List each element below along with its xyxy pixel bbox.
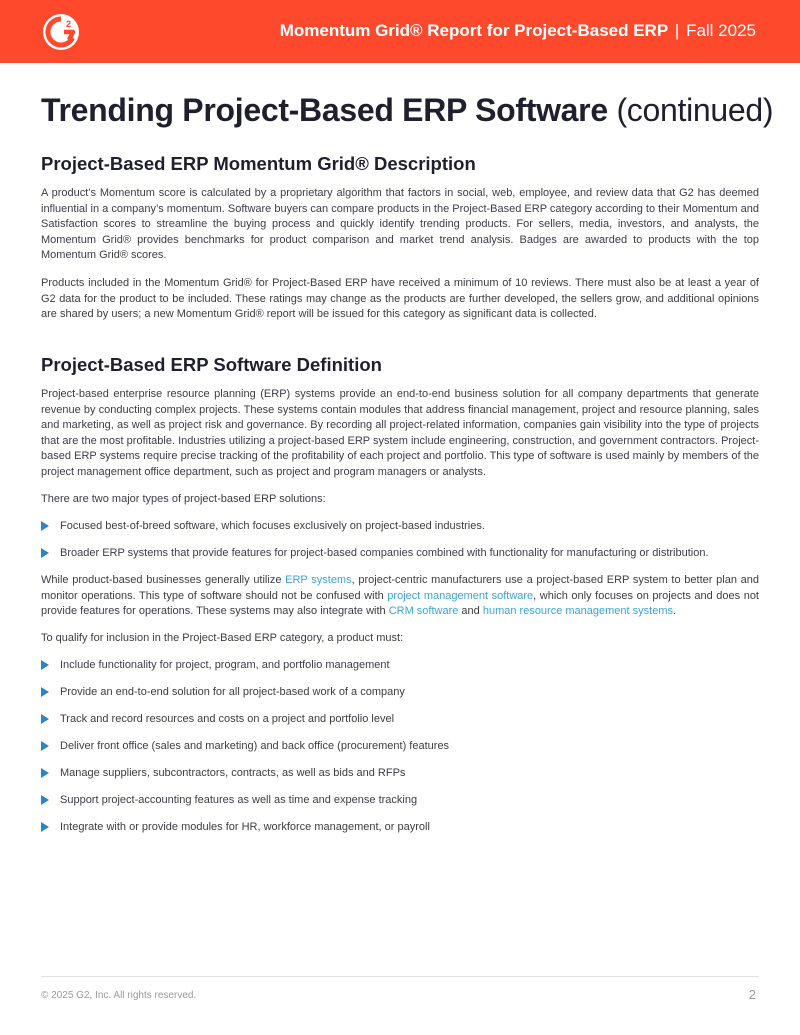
list-item-text: Broader ERP systems that provide features for project-based companies combined with functionality for manufacturing or distribution.	[60, 547, 709, 559]
list-item	[41, 546, 759, 573]
triangle-bullet-icon	[41, 660, 49, 670]
list-item	[41, 766, 759, 793]
triangle-bullet-icon	[41, 687, 49, 697]
list-item	[41, 793, 759, 820]
list-item	[41, 685, 759, 712]
list-item-text: Support project-accounting features as well as time and expense tracking	[60, 794, 418, 806]
list-item	[41, 519, 759, 546]
hr-management-systems-link[interactable]: human resource management systems	[482, 605, 673, 618]
list-item	[41, 820, 759, 847]
text-segment: , which only focuses on projects and does not provide features for operations. These systems may also integrate with	[41, 589, 759, 618]
section-heading-software-definition: Project-Based ERP Software Definition	[41, 354, 382, 375]
list-item-text: Integrate with or provide modules for HR, workforce management, or payroll	[60, 821, 430, 833]
triangle-bullet-icon	[41, 741, 49, 751]
project-management-software-link[interactable]: project management software	[387, 589, 534, 602]
text-segment: , project-centric manufacturers use a project-based ERP system to better plan and monitor operations. This type of software should not be confused with	[41, 574, 759, 602]
list-item-text: Deliver front office (sales and marketing) and back office (procurement) features	[60, 740, 450, 752]
triangle-bullet-icon	[41, 548, 49, 558]
list-item-text: Track and record resources and costs on a project and portfolio level	[60, 713, 395, 725]
report-season: Fall 2025	[686, 21, 756, 40]
list-item-text: Include functionality for project, program, and portfolio management	[60, 659, 390, 671]
header-band	[0, 0, 800, 63]
report-title-main: Momentum Grid® Report for Project-Based ERP	[279, 21, 669, 40]
qualify-intro: To qualify for inclusion in the Project-Based ERP category, a product must:	[41, 632, 404, 644]
title-separator: |	[674, 21, 680, 40]
erp-systems-link[interactable]: ERP systems	[285, 574, 352, 586]
momentum-inclusion-paragraph: Products included in the Momentum Grid® for Project-Based ERP have received a minimum of 10 reviews. There must also be at least a year of G2 data for the product to be included. These ratings may change as the products are further developed, the sellers grow, and additional opinions are shared by users; a new Momentum Grid® report will be issued for this category as significant data is collected.	[41, 277, 759, 321]
report-title	[280, 21, 756, 41]
definition-paragraph: Project-based enterprise resource planning (ERP) systems provide an end-to-end business solution for all company departments that generate revenue by conducting complex projects. These systems contain modules that address financial management, project and resource planning, sales and marketing, as well as project risk and governance. By recording all project-related information, companies gain visibility into the type of projects that are the most profitable. Industries utilizing a project-based ERP system include engineering, construction, and government contractors. Project-based ERP systems require precise tracking of the profitability of each project and portfolio. This type of software is used mainly by members of the project management office department, such as project and program managers or analysts.	[41, 388, 759, 478]
momentum-description-paragraph: A product’s Momentum score is calculated by a proprietary algorithm that factors in social, web, employee, and review data that G2 has deemed influential in a company’s momentum. Software buyers can compare products in the Project-Based ERP category according to their Momentum and Satisfaction scores to streamline the buying process and quickly identify trending products. For sellers, media, investors, and analysts, the Momentum Grid® provides benchmarks for product comparison and market trend analysis. Badges are awarded to products with the top Momentum Grid® scores.	[41, 187, 760, 262]
list-item	[41, 658, 759, 685]
page-title-suffix: (continued)	[616, 92, 774, 128]
footer-divider	[41, 976, 759, 977]
criteria-list	[41, 658, 759, 847]
list-item-text: Manage suppliers, subcontractors, contracts, as well as bids and RFPs	[60, 767, 406, 779]
text-segment: and	[458, 605, 483, 618]
footer-copyright: © 2025 G2, Inc. All rights reserved.	[41, 990, 197, 1001]
svg-text:2: 2	[66, 19, 72, 29]
triangle-bullet-icon	[41, 768, 49, 778]
list-item-text: Provide an end-to-end solution for all project-based work of a company	[60, 686, 405, 698]
list-item	[41, 739, 759, 766]
comparison-paragraph	[41, 573, 759, 620]
triangle-bullet-icon	[41, 795, 49, 805]
types-list	[41, 519, 759, 573]
page-number: 2	[748, 987, 756, 1002]
list-item-text: Focused best-of-breed software, which focuses exclusively on project-based industries.	[60, 520, 485, 532]
crm-software-link[interactable]: CRM software	[388, 605, 459, 618]
types-intro: There are two major types of project-based ERP solutions:	[41, 493, 326, 505]
section-heading-momentum-description: Project-Based ERP Momentum Grid® Description	[41, 153, 476, 174]
list-item	[41, 712, 759, 739]
text-segment: While product-based businesses generally utilize	[41, 574, 286, 586]
page-title-main: Trending Project-Based ERP Software	[41, 92, 608, 128]
text-segment: .	[673, 605, 677, 618]
triangle-bullet-icon	[41, 521, 49, 531]
page-title	[41, 92, 774, 129]
triangle-bullet-icon	[41, 714, 49, 724]
g2-logo-icon	[42, 13, 80, 51]
triangle-bullet-icon	[41, 822, 49, 832]
